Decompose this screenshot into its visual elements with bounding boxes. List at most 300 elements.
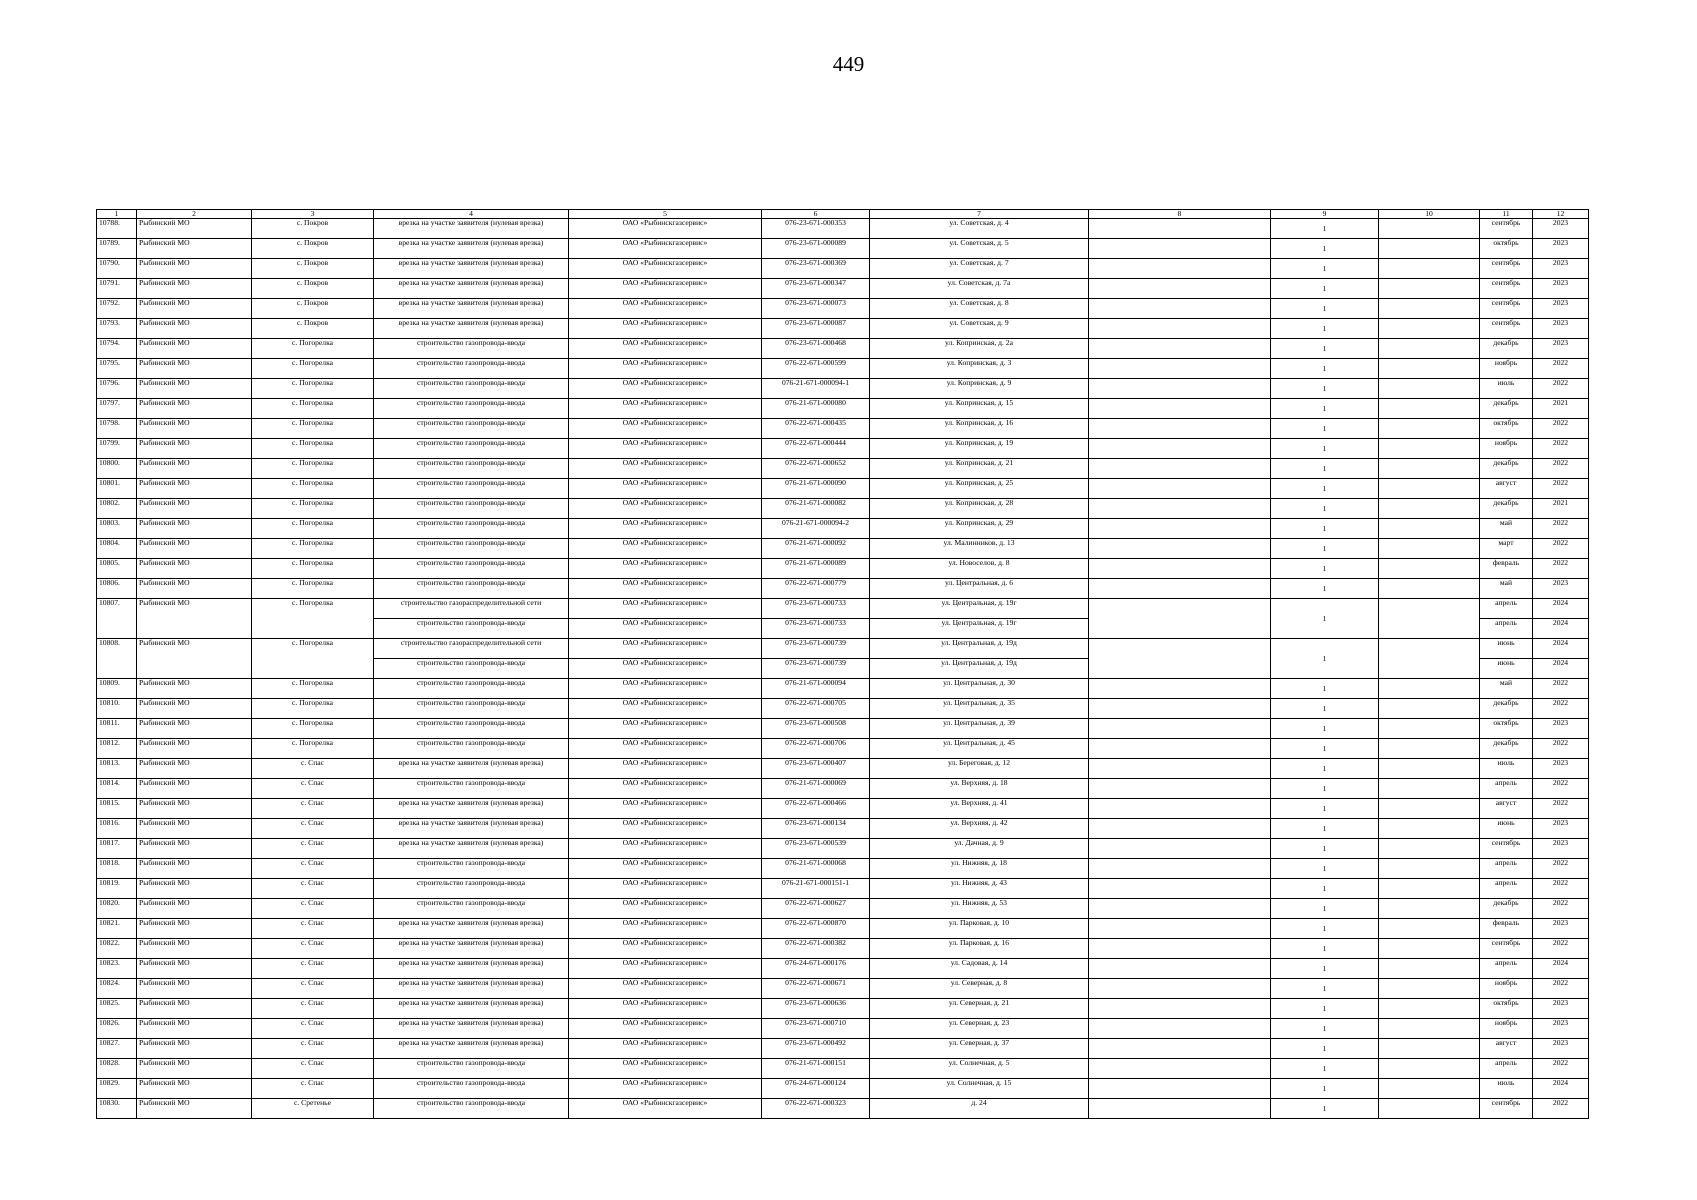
year: 2023 bbox=[1533, 279, 1589, 299]
row-number: 10816. bbox=[97, 819, 137, 839]
column-8-cell bbox=[1089, 439, 1271, 459]
month: октябрь bbox=[1480, 419, 1533, 439]
address: ул. Парковая, д. 16 bbox=[870, 939, 1089, 959]
application-code: 076-23-671-000468 bbox=[762, 339, 870, 359]
gas-connection-registry-table bbox=[96, 209, 1589, 1119]
table-row bbox=[97, 639, 1589, 659]
organization: ОАО «Рыбинскгазсервис» bbox=[569, 719, 762, 739]
column-8-cell bbox=[1089, 819, 1271, 839]
row-number: 10823. bbox=[97, 959, 137, 979]
column-10-cell bbox=[1379, 779, 1480, 799]
year: 2022 bbox=[1533, 859, 1589, 879]
month: апрель bbox=[1480, 959, 1533, 979]
column-10-cell bbox=[1379, 379, 1480, 399]
work-type: строительство газопровода-ввода bbox=[374, 1059, 569, 1079]
column-8-cell bbox=[1089, 499, 1271, 519]
year: 2024 bbox=[1533, 659, 1589, 679]
year: 2022 bbox=[1533, 899, 1589, 919]
column-10-cell bbox=[1379, 759, 1480, 779]
row-number: 10788. bbox=[97, 219, 137, 239]
quantity: 1 bbox=[1271, 999, 1379, 1019]
table-row bbox=[97, 899, 1589, 919]
organization: ОАО «Рыбинскгазсервис» bbox=[569, 1039, 762, 1059]
month: апрель bbox=[1480, 599, 1533, 619]
column-10-cell bbox=[1379, 959, 1480, 979]
application-code: 076-23-671-000087 bbox=[762, 319, 870, 339]
work-type: строительство газопровода-ввода bbox=[374, 419, 569, 439]
settlement: с. Погорелка bbox=[252, 679, 374, 699]
column-8-cell bbox=[1089, 239, 1271, 259]
organization: ОАО «Рыбинскгазсервис» bbox=[569, 399, 762, 419]
settlement: с. Погорелка bbox=[252, 499, 374, 519]
municipality: Рыбинский МО bbox=[137, 259, 252, 279]
quantity: 1 bbox=[1271, 779, 1379, 799]
organization: ОАО «Рыбинскгазсервис» bbox=[569, 979, 762, 999]
table-row bbox=[97, 519, 1589, 539]
settlement: с. Погорелка bbox=[252, 359, 374, 379]
application-code: 076-23-671-000739 bbox=[762, 659, 870, 679]
organization: ОАО «Рыбинскгазсервис» bbox=[569, 1019, 762, 1039]
table-row bbox=[97, 1079, 1589, 1099]
quantity: 1 bbox=[1271, 379, 1379, 399]
work-type: строительство газопровода-ввода bbox=[374, 719, 569, 739]
table-row bbox=[97, 479, 1589, 499]
row-number: 10826. bbox=[97, 1019, 137, 1039]
quantity: 1 bbox=[1271, 819, 1379, 839]
work-type: строительство газопровода-ввода bbox=[374, 439, 569, 459]
column-10-cell bbox=[1379, 579, 1480, 599]
address: ул. Копринская, д. 9 bbox=[870, 379, 1089, 399]
month: декабрь bbox=[1480, 459, 1533, 479]
table-row bbox=[97, 279, 1589, 299]
month: август bbox=[1480, 1039, 1533, 1059]
month: апрель bbox=[1480, 859, 1533, 879]
quantity: 1 bbox=[1271, 479, 1379, 499]
row-number: 10790. bbox=[97, 259, 137, 279]
application-code: 076-22-671-000323 bbox=[762, 1099, 870, 1119]
quantity: 1 bbox=[1271, 239, 1379, 259]
organization: ОАО «Рыбинскгазсервис» bbox=[569, 879, 762, 899]
work-type: строительство газопровода-ввода bbox=[374, 539, 569, 559]
month: сентябрь bbox=[1480, 939, 1533, 959]
quantity: 1 bbox=[1271, 1039, 1379, 1059]
municipality: Рыбинский МО bbox=[137, 979, 252, 999]
row-number: 10821. bbox=[97, 919, 137, 939]
column-8-cell bbox=[1089, 939, 1271, 959]
work-type: строительство газопровода-ввода bbox=[374, 1099, 569, 1119]
address: ул. Советская, д. 9 bbox=[870, 319, 1089, 339]
table-row bbox=[97, 379, 1589, 399]
quantity: 1 bbox=[1271, 1019, 1379, 1039]
row-number: 10825. bbox=[97, 999, 137, 1019]
table-row bbox=[97, 919, 1589, 939]
address: ул. Советская, д. 7а bbox=[870, 279, 1089, 299]
column-8-cell bbox=[1089, 699, 1271, 719]
column-10-cell bbox=[1379, 239, 1480, 259]
municipality: Рыбинский МО bbox=[137, 859, 252, 879]
settlement: с. Погорелка bbox=[252, 539, 374, 559]
work-type: строительство газопровода-ввода bbox=[374, 619, 569, 639]
table-row bbox=[97, 259, 1589, 279]
month: апрель bbox=[1480, 619, 1533, 639]
column-8-cell bbox=[1089, 679, 1271, 699]
municipality: Рыбинский МО bbox=[137, 719, 252, 739]
municipality: Рыбинский МО bbox=[137, 359, 252, 379]
month: март bbox=[1480, 539, 1533, 559]
column-8-cell bbox=[1089, 739, 1271, 759]
application-code: 076-24-671-000124 bbox=[762, 1079, 870, 1099]
column-header: 8 bbox=[1089, 210, 1271, 219]
address: ул. Нижняя, д. 18 bbox=[870, 859, 1089, 879]
column-number-row bbox=[97, 210, 1589, 219]
month: декабрь bbox=[1480, 499, 1533, 519]
address: ул. Северная, д. 37 bbox=[870, 1039, 1089, 1059]
column-8-cell bbox=[1089, 1019, 1271, 1039]
row-number: 10812. bbox=[97, 739, 137, 759]
municipality: Рыбинский МО bbox=[137, 999, 252, 1019]
municipality: Рыбинский МО bbox=[137, 1059, 252, 1079]
quantity: 1 bbox=[1271, 1079, 1379, 1099]
table-row bbox=[97, 299, 1589, 319]
address: ул. Копринская, д. 19 bbox=[870, 439, 1089, 459]
year: 2022 bbox=[1533, 879, 1589, 899]
row-number: 10800. bbox=[97, 459, 137, 479]
row-number: 10791. bbox=[97, 279, 137, 299]
row-number: 10792. bbox=[97, 299, 137, 319]
column-8-cell bbox=[1089, 319, 1271, 339]
row-number: 10804. bbox=[97, 539, 137, 559]
column-8-cell bbox=[1089, 759, 1271, 779]
organization: ОАО «Рыбинскгазсервис» bbox=[569, 219, 762, 239]
table-row bbox=[97, 719, 1589, 739]
address: ул. Копринская, д. 2а bbox=[870, 339, 1089, 359]
application-code: 076-22-671-000652 bbox=[762, 459, 870, 479]
organization: ОАО «Рыбинскгазсервис» bbox=[569, 579, 762, 599]
column-8-cell bbox=[1089, 459, 1271, 479]
row-number: 10822. bbox=[97, 939, 137, 959]
year: 2022 bbox=[1533, 459, 1589, 479]
quantity: 1 bbox=[1271, 959, 1379, 979]
address: ул. Верхняя, д. 18 bbox=[870, 779, 1089, 799]
year: 2022 bbox=[1533, 679, 1589, 699]
table-row bbox=[97, 839, 1589, 859]
settlement: с. Погорелка bbox=[252, 519, 374, 539]
municipality: Рыбинский МО bbox=[137, 559, 252, 579]
settlement: с. Спас bbox=[252, 899, 374, 919]
column-8-cell bbox=[1089, 639, 1271, 679]
column-8-cell bbox=[1089, 899, 1271, 919]
year: 2022 bbox=[1533, 379, 1589, 399]
year: 2023 bbox=[1533, 259, 1589, 279]
column-8-cell bbox=[1089, 379, 1271, 399]
month: апрель bbox=[1480, 879, 1533, 899]
row-number: 10806. bbox=[97, 579, 137, 599]
year: 2022 bbox=[1533, 1099, 1589, 1119]
organization: ОАО «Рыбинскгазсервис» bbox=[569, 1079, 762, 1099]
column-8-cell bbox=[1089, 979, 1271, 999]
table-row bbox=[97, 459, 1589, 479]
column-10-cell bbox=[1379, 219, 1480, 239]
column-10-cell bbox=[1379, 879, 1480, 899]
month: декабрь bbox=[1480, 899, 1533, 919]
month: июль bbox=[1480, 759, 1533, 779]
column-10-cell bbox=[1379, 399, 1480, 419]
organization: ОАО «Рыбинскгазсервис» bbox=[569, 519, 762, 539]
row-number: 10827. bbox=[97, 1039, 137, 1059]
settlement: с. Покров bbox=[252, 319, 374, 339]
year: 2023 bbox=[1533, 339, 1589, 359]
column-10-cell bbox=[1379, 459, 1480, 479]
organization: ОАО «Рыбинскгазсервис» bbox=[569, 699, 762, 719]
table-row bbox=[97, 799, 1589, 819]
organization: ОАО «Рыбинскгазсервис» bbox=[569, 1099, 762, 1119]
settlement: с. Погорелка bbox=[252, 739, 374, 759]
organization: ОАО «Рыбинскгазсервис» bbox=[569, 759, 762, 779]
address: ул. Северная, д. 23 bbox=[870, 1019, 1089, 1039]
year: 2023 bbox=[1533, 299, 1589, 319]
quantity: 1 bbox=[1271, 759, 1379, 779]
address: ул. Центральная, д. 39 bbox=[870, 719, 1089, 739]
table-row bbox=[97, 819, 1589, 839]
quantity: 1 bbox=[1271, 1059, 1379, 1079]
settlement: с. Спас bbox=[252, 1019, 374, 1039]
organization: ОАО «Рыбинскгазсервис» bbox=[569, 359, 762, 379]
column-10-cell bbox=[1379, 699, 1480, 719]
settlement: с. Погорелка bbox=[252, 459, 374, 479]
year: 2022 bbox=[1533, 419, 1589, 439]
year: 2023 bbox=[1533, 999, 1589, 1019]
column-10-cell bbox=[1379, 439, 1480, 459]
settlement: с. Спас bbox=[252, 859, 374, 879]
application-code: 076-22-671-000706 bbox=[762, 739, 870, 759]
row-number: 10811. bbox=[97, 719, 137, 739]
table-row bbox=[97, 759, 1589, 779]
settlement: с. Спас bbox=[252, 799, 374, 819]
work-type: врезка на участке заявителя (нулевая врезка) bbox=[374, 219, 569, 239]
month: апрель bbox=[1480, 1059, 1533, 1079]
application-code: 076-23-671-000733 bbox=[762, 599, 870, 619]
year: 2023 bbox=[1533, 759, 1589, 779]
year: 2024 bbox=[1533, 1079, 1589, 1099]
year: 2022 bbox=[1533, 979, 1589, 999]
work-type: врезка на участке заявителя (нулевая врезка) bbox=[374, 919, 569, 939]
application-code: 076-22-671-000599 bbox=[762, 359, 870, 379]
month: октябрь bbox=[1480, 239, 1533, 259]
settlement: с. Спас bbox=[252, 919, 374, 939]
column-header: 12 bbox=[1533, 210, 1589, 219]
month: июль bbox=[1480, 379, 1533, 399]
application-code: 076-23-671-000739 bbox=[762, 639, 870, 659]
organization: ОАО «Рыбинскгазсервис» bbox=[569, 859, 762, 879]
column-header: 9 bbox=[1271, 210, 1379, 219]
month: сентябрь bbox=[1480, 319, 1533, 339]
column-10-cell bbox=[1379, 1099, 1480, 1119]
municipality: Рыбинский МО bbox=[137, 399, 252, 419]
work-type: строительство газопровода-ввода bbox=[374, 859, 569, 879]
quantity: 1 bbox=[1271, 919, 1379, 939]
column-header: 4 bbox=[374, 210, 569, 219]
row-number: 10810. bbox=[97, 699, 137, 719]
address: ул. Копринская, д. 28 bbox=[870, 499, 1089, 519]
row-number: 10799. bbox=[97, 439, 137, 459]
table-row bbox=[97, 399, 1589, 419]
application-code: 076-23-671-000353 bbox=[762, 219, 870, 239]
work-type: строительство газопровода-ввода bbox=[374, 499, 569, 519]
quantity: 1 bbox=[1271, 219, 1379, 239]
application-code: 076-21-671-000094-2 bbox=[762, 519, 870, 539]
application-code: 076-23-671-000492 bbox=[762, 1039, 870, 1059]
work-type: строительство газопровода-ввода bbox=[374, 579, 569, 599]
municipality: Рыбинский МО bbox=[137, 219, 252, 239]
work-type: строительство газопровода-ввода bbox=[374, 399, 569, 419]
settlement: с. Погорелка bbox=[252, 399, 374, 419]
municipality: Рыбинский МО bbox=[137, 519, 252, 539]
address: ул. Советская, д. 4 bbox=[870, 219, 1089, 239]
organization: ОАО «Рыбинскгазсервис» bbox=[569, 819, 762, 839]
year: 2023 bbox=[1533, 719, 1589, 739]
organization: ОАО «Рыбинскгазсервис» bbox=[569, 559, 762, 579]
municipality: Рыбинский МО bbox=[137, 479, 252, 499]
month: сентябрь bbox=[1480, 839, 1533, 859]
month: июнь bbox=[1480, 819, 1533, 839]
settlement: с. Покров bbox=[252, 279, 374, 299]
organization: ОАО «Рыбинскгазсервис» bbox=[569, 339, 762, 359]
column-8-cell bbox=[1089, 219, 1271, 239]
application-code: 076-23-671-000407 bbox=[762, 759, 870, 779]
application-code: 076-23-671-000508 bbox=[762, 719, 870, 739]
column-10-cell bbox=[1379, 339, 1480, 359]
organization: ОАО «Рыбинскгазсервис» bbox=[569, 899, 762, 919]
year: 2024 bbox=[1533, 639, 1589, 659]
month: ноябрь bbox=[1480, 979, 1533, 999]
row-number: 10814. bbox=[97, 779, 137, 799]
work-type: строительство газопровода-ввода bbox=[374, 899, 569, 919]
organization: ОАО «Рыбинскгазсервис» bbox=[569, 959, 762, 979]
column-10-cell bbox=[1379, 999, 1480, 1019]
application-code: 076-21-671-000082 bbox=[762, 499, 870, 519]
column-header: 5 bbox=[569, 210, 762, 219]
work-type: строительство газопровода-ввода bbox=[374, 879, 569, 899]
column-10-cell bbox=[1379, 739, 1480, 759]
municipality: Рыбинский МО bbox=[137, 439, 252, 459]
application-code: 076-22-671-000435 bbox=[762, 419, 870, 439]
column-10-cell bbox=[1379, 479, 1480, 499]
column-10-cell bbox=[1379, 1079, 1480, 1099]
column-8-cell bbox=[1089, 559, 1271, 579]
address: ул. Центральная, д. 19г bbox=[870, 599, 1089, 619]
quantity: 1 bbox=[1271, 279, 1379, 299]
address: ул. Центральная, д. 35 bbox=[870, 699, 1089, 719]
organization: ОАО «Рыбинскгазсервис» bbox=[569, 839, 762, 859]
organization: ОАО «Рыбинскгазсервис» bbox=[569, 919, 762, 939]
address: ул. Береговая, д. 12 bbox=[870, 759, 1089, 779]
settlement: с. Спас bbox=[252, 959, 374, 979]
column-10-cell bbox=[1379, 919, 1480, 939]
municipality: Рыбинский МО bbox=[137, 739, 252, 759]
settlement: с. Покров bbox=[252, 239, 374, 259]
organization: ОАО «Рыбинскгазсервис» bbox=[569, 799, 762, 819]
table-row bbox=[97, 239, 1589, 259]
row-number: 10794. bbox=[97, 339, 137, 359]
organization: ОАО «Рыбинскгазсервис» bbox=[569, 639, 762, 659]
address: ул. Парковая, д. 10 bbox=[870, 919, 1089, 939]
column-8-cell bbox=[1089, 999, 1271, 1019]
quantity: 1 bbox=[1271, 879, 1379, 899]
municipality: Рыбинский МО bbox=[137, 679, 252, 699]
month: октябрь bbox=[1480, 719, 1533, 739]
organization: ОАО «Рыбинскгазсервис» bbox=[569, 679, 762, 699]
work-type: врезка на участке заявителя (нулевая врезка) bbox=[374, 319, 569, 339]
column-header: 3 bbox=[252, 210, 374, 219]
column-8-cell bbox=[1089, 479, 1271, 499]
settlement: с. Спас bbox=[252, 1039, 374, 1059]
address: ул. Садовая, д. 14 bbox=[870, 959, 1089, 979]
quantity: 1 bbox=[1271, 799, 1379, 819]
row-number: 10797. bbox=[97, 399, 137, 419]
year: 2022 bbox=[1533, 1059, 1589, 1079]
municipality: Рыбинский МО bbox=[137, 759, 252, 779]
quantity: 1 bbox=[1271, 979, 1379, 999]
address: ул. Копринская, д. 21 bbox=[870, 459, 1089, 479]
column-8-cell bbox=[1089, 299, 1271, 319]
row-number: 10819. bbox=[97, 879, 137, 899]
table-row bbox=[97, 1019, 1589, 1039]
address: ул. Малинников, д. 13 bbox=[870, 539, 1089, 559]
row-number: 10828. bbox=[97, 1059, 137, 1079]
year: 2023 bbox=[1533, 1019, 1589, 1039]
month: май bbox=[1480, 579, 1533, 599]
organization: ОАО «Рыбинскгазсервис» bbox=[569, 379, 762, 399]
row-number: 10820. bbox=[97, 899, 137, 919]
month: ноябрь bbox=[1480, 359, 1533, 379]
column-10-cell bbox=[1379, 299, 1480, 319]
settlement: с. Спас bbox=[252, 1079, 374, 1099]
work-type: строительство газопровода-ввода bbox=[374, 519, 569, 539]
address: ул. Копринская, д. 15 bbox=[870, 399, 1089, 419]
quantity: 1 bbox=[1271, 539, 1379, 559]
column-8-cell bbox=[1089, 399, 1271, 419]
year: 2023 bbox=[1533, 239, 1589, 259]
month: сентябрь bbox=[1480, 259, 1533, 279]
municipality: Рыбинский МО bbox=[137, 959, 252, 979]
row-number: 10830. bbox=[97, 1099, 137, 1119]
row-number: 10813. bbox=[97, 759, 137, 779]
application-code: 076-22-671-000382 bbox=[762, 939, 870, 959]
quantity: 1 bbox=[1271, 519, 1379, 539]
column-8-cell bbox=[1089, 799, 1271, 819]
settlement: с. Спас bbox=[252, 819, 374, 839]
settlement: с. Спас bbox=[252, 979, 374, 999]
table-row bbox=[97, 359, 1589, 379]
column-8-cell bbox=[1089, 1039, 1271, 1059]
settlement: с. Погорелка bbox=[252, 599, 374, 639]
municipality: Рыбинский МО bbox=[137, 539, 252, 559]
year: 2022 bbox=[1533, 559, 1589, 579]
application-code: 076-21-671-000151 bbox=[762, 1059, 870, 1079]
work-type: строительство газораспределительной сети bbox=[374, 639, 569, 659]
application-code: 076-23-671-000347 bbox=[762, 279, 870, 299]
column-8-cell bbox=[1089, 859, 1271, 879]
application-code: 076-21-671-000094 bbox=[762, 679, 870, 699]
address: ул. Новоселов, д. 8 bbox=[870, 559, 1089, 579]
table-row bbox=[97, 739, 1589, 759]
organization: ОАО «Рыбинскгазсервис» bbox=[569, 779, 762, 799]
column-8-cell bbox=[1089, 1079, 1271, 1099]
application-code: 076-21-671-000089 bbox=[762, 559, 870, 579]
month: ноябрь bbox=[1480, 439, 1533, 459]
row-number: 10802. bbox=[97, 499, 137, 519]
table-row bbox=[97, 1059, 1589, 1079]
